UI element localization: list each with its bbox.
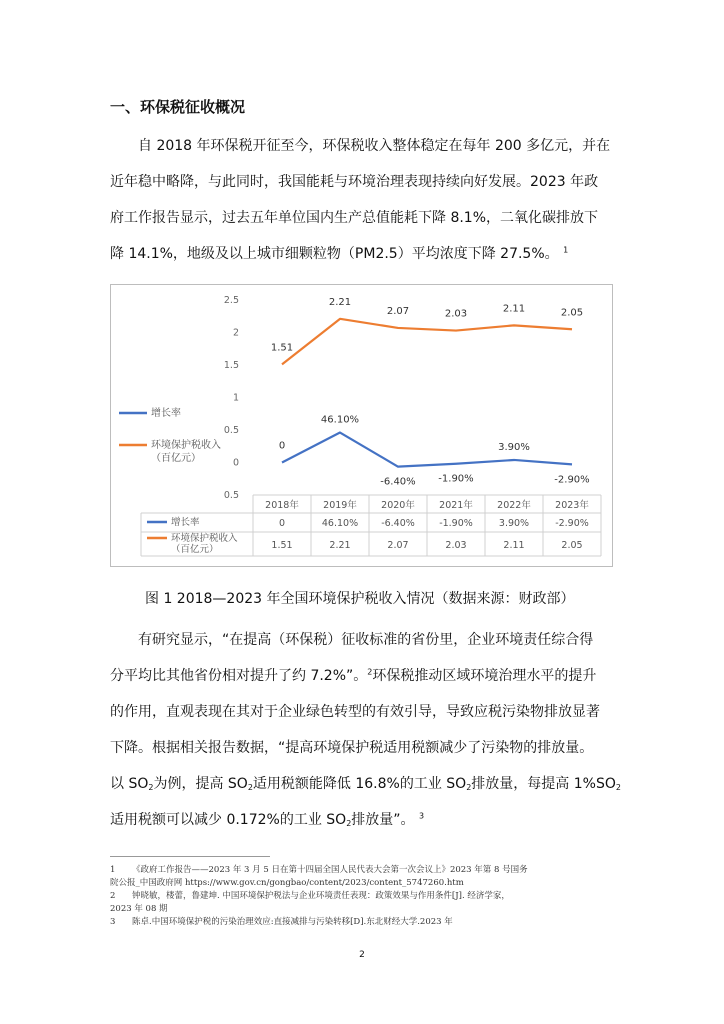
y-tick-label: 1.5 [223, 360, 239, 371]
text-segment: 适用税额能降低 16.8%的工业 SO [252, 776, 467, 792]
footnote-2 [110, 890, 620, 903]
x-category-label: 2021年 [439, 500, 473, 511]
growth-data-label: 46.10% [320, 414, 360, 426]
figure-caption: 图 1 2018—2023 年全国环境保护税收入情况（数据来源：财政部） [145, 591, 575, 607]
revenue-data-label: 2.03 [444, 308, 468, 320]
table-cell-growth: -6.40% [381, 518, 415, 529]
footnote-ref-1[interactable]: 1 [563, 245, 569, 255]
footnote-1-cont [110, 877, 620, 890]
growth-data-label: -2.90% [554, 474, 590, 486]
table-cell-revenue: 2.21 [329, 540, 351, 551]
y-tick-label: 0.5 [223, 425, 239, 436]
footnote-2-cont [110, 903, 620, 916]
x-category-label: 2019年 [323, 500, 357, 511]
table-cell-revenue: 2.11 [503, 540, 525, 551]
footnote-text: 2023 年 08 期 [110, 904, 168, 914]
legend-revenue-label: 环境保护税收入 [151, 440, 221, 451]
para2-line4: 下降。根据相关报告数据，“提高环境保护税适用税额减少了污染物的排放量。 [110, 740, 594, 756]
footnote-1 [110, 864, 620, 877]
table-cell-growth: -2.90% [555, 518, 589, 529]
footnote-ref-2[interactable]: 2 [367, 667, 373, 677]
paragraph-intro [110, 128, 618, 272]
para2-line2 [110, 658, 618, 694]
footnote-3 [110, 916, 620, 929]
revenue-line [282, 319, 572, 365]
x-category-label: 2018年 [265, 500, 299, 511]
subscript: 2 [148, 783, 154, 792]
text-segment: 排放量”。 [351, 812, 415, 828]
growth-data-label: -1.90% [438, 473, 474, 485]
revenue-data-label: 1.51 [270, 342, 294, 354]
table-cell-revenue: 2.07 [387, 540, 409, 551]
growth-data-label: 3.90% [498, 441, 530, 453]
x-category-label: 2020年 [381, 500, 415, 511]
page-number: 2 [359, 950, 365, 960]
y-tick-label: 2 [232, 327, 239, 339]
revenue-data-label: 2.21 [328, 296, 352, 308]
growth-data-label: -6.40% [380, 476, 416, 488]
footnote-ref-3[interactable]: 3 [419, 811, 425, 821]
para1-line2: 近年稳中略降，与此同时，我国能耗与环境治理表现持续向好发展。2023 年政 [110, 174, 599, 190]
table-cell-revenue: 1.51 [271, 540, 293, 551]
table-cell-revenue: 2.03 [445, 540, 467, 551]
footnote-divider [110, 856, 270, 857]
para1-line3: 府工作报告显示，过去五年单位国内生产总值能耗下降 8.1%，二氧化碳排放下 [110, 210, 599, 226]
revenue-data-label: 2.11 [502, 303, 526, 315]
legend-growth-label: 增长率 [151, 408, 181, 419]
table-row-label-growth: 增长率 [171, 517, 200, 528]
footnote-number: 2 [110, 891, 116, 901]
para1-line4-text: 降 14.1%，地级及以上城市细颗粒物（PM2.5）平均浓度下降 27.5%。 [110, 246, 559, 262]
text-segment: 以 SO [110, 776, 149, 792]
x-category-label: 2022年 [497, 500, 531, 511]
table-cell-growth: 3.90% [498, 518, 530, 529]
section-heading: 一、环保税征收概况 [110, 98, 246, 116]
table-cell-growth: 0 [278, 518, 286, 529]
footnote-number: 1 [110, 865, 116, 875]
table-cell-growth: -1.90% [439, 518, 473, 529]
subscript: 2 [615, 783, 621, 792]
subscript: 2 [466, 783, 472, 792]
y-tick-label: 2.5 [223, 295, 239, 306]
legend-revenue-unit: （百亿元） [151, 453, 201, 464]
chart-container [110, 284, 613, 567]
growth-data-label: 0 [278, 440, 286, 452]
footnote-text: 钟晓敏，楼蕾，鲁建坤. 中国环境保护税法与企业环境责任表现：政策效果与作用条件[J]. 经济学家， [132, 891, 510, 901]
text-segment: 排放量，每提高 1%SO [471, 776, 616, 792]
paragraph-research [110, 622, 621, 838]
footnote-text: 院公报_中国政府网 https://www.gov.cn/gongbao/content/2023/content_5747260.htm [110, 878, 464, 888]
para2-line2-text: 分平均比其他省份相对提升了约 7.2%”。 [110, 668, 368, 684]
x-category-label: 2023年 [555, 500, 589, 511]
para1-line1: 自 2018 年环保税开征至今，环保税收入整体稳定在每年 200 多亿元，并在 [138, 138, 611, 154]
subscript: 2 [247, 783, 253, 792]
revenue-data-label: 2.05 [560, 307, 584, 319]
y-tick-label: 1 [232, 392, 239, 404]
text-segment: 适用税额可以减少 0.172%的工业 SO [110, 812, 347, 828]
table-cell-growth: 46.10% [321, 518, 359, 529]
table-row-label-revenue: 环境保护税收入 [171, 533, 238, 544]
footnote-number: 3 [110, 917, 116, 927]
para1-line4 [110, 236, 618, 272]
para2-line6 [110, 802, 618, 838]
text-segment: 为例，提高 SO [153, 776, 248, 792]
footnote-text: 陈卓.中国环境保护税的污染治理效应:直接减排与污染转移[D].东北财经大学.2023 年 [132, 917, 453, 927]
para2-line1: 有研究显示，“在提高（环保税）征收标准的省份里，企业环境责任综合得 [138, 632, 594, 648]
subscript: 2 [346, 819, 352, 828]
y-tick-label: 0.5 [223, 490, 239, 501]
table-row-label-revenue-unit: （百亿元） [171, 544, 219, 555]
y-tick-label: 0 [232, 457, 239, 469]
footnotes [110, 864, 620, 929]
para2-line3: 的作用，直观表现在其对于企业绿色转型的有效引导，导致应税污染物排放显著 [110, 704, 600, 720]
table-cell-revenue: 2.05 [561, 540, 583, 551]
revenue-growth-chart [111, 285, 612, 566]
para2-line2-rest: 环保税推动区域环境治理水平的提升 [372, 668, 597, 684]
footnote-text: 《政府工作报告——2023 年 3 月 5 日在第十四届全国人民代表大会第一次会议上》2023 年第 8 号国务 [132, 865, 528, 875]
revenue-data-label: 2.07 [386, 305, 410, 317]
para2-line5 [110, 766, 621, 802]
